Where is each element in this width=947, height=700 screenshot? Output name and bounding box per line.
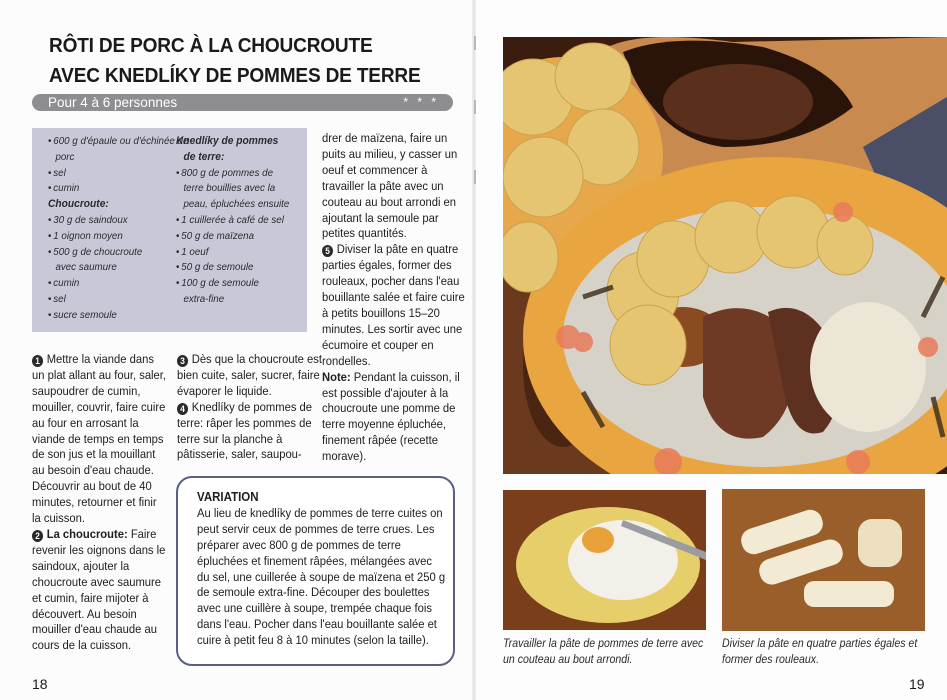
step-text: Faire revenir les oignons dans le saindoux, ajouter la choucroute avec saumure et cumin, faire mijoter à découvert. Au besoin mouiller d'eau chaude au cours de la cuisson.	[32, 526, 166, 653]
title-line-2: AVEC KNEDLÍKY DE POMMES DE TERRE	[49, 64, 421, 87]
ingredient-item: • 50 g de semoule	[176, 260, 316, 276]
ingredient-item: • 800 g de pommes de terre bouillies avec la peau, épluchées ensuite	[176, 166, 295, 213]
ingredient-item: • sel	[48, 292, 201, 308]
servings-bar	[32, 94, 453, 111]
servings-label: Pour 4 à 6 personnes	[48, 95, 178, 110]
step-4-continued: drer de maïzena, faire un puits au milieu, y casser un oeuf et commencer à travailler la pâte avec un couteau au bout arrondi en ajoutant la semoule par petites quantités.	[322, 131, 458, 241]
step-text: Mettre la viande dans un plat allant au four, saler, saupoudrer de cumin, mouiller, couvrir, faire cuire au four en arrosant la viande de temps en temps de son jus et la mouillant au besoin d'eau chaude. Découvrir au bout de 40 minutes, retourner et finir la cuisson.	[32, 352, 167, 526]
step-3	[177, 352, 324, 400]
ingredient-item: • sel	[48, 166, 201, 182]
step-number-icon: 2	[32, 530, 43, 542]
variation-title: VARIATION	[197, 490, 259, 504]
note-label: Note:	[322, 369, 351, 384]
variation-box	[176, 476, 455, 666]
ingredient-item: • 600 g d'épaule ou d'échinée de porc	[48, 134, 201, 166]
step-number-icon: 1	[32, 355, 43, 367]
title-line-1: RÔTI DE PORC À LA CHOUCROUTE	[49, 34, 373, 57]
note-text: Pendant la cuisson, il est possible d'ajouter à la choucroute une pomme de terre moyenne épluchée, finement râpée (recette morave).	[322, 369, 460, 464]
ingredient-heading-cont: de terre:	[183, 150, 225, 163]
ingredients-column-2	[176, 134, 316, 308]
dough-rolls-photo	[722, 489, 925, 631]
photo-caption-1: Travailler la pâte de pommes de terre avec un couteau au bout arrondi.	[503, 638, 704, 666]
step-number-icon: 5	[322, 245, 333, 257]
step-number-icon: 3	[177, 355, 188, 367]
ingredients-box	[32, 128, 307, 332]
ingredient-heading: Knedlíky de pommes	[176, 135, 279, 147]
dough-preparation-photo	[503, 490, 706, 630]
page-number-left: 18	[32, 676, 48, 692]
ingredient-item: • 30 g de saindoux	[48, 213, 201, 229]
step-label: La choucroute:	[46, 526, 128, 541]
ingredient-item: • sucre semoule	[48, 308, 201, 324]
step-5	[322, 242, 471, 369]
step-text: Dès que la choucroute est bien cuite, saler, sucrer, faire évaporer le liquide.	[177, 352, 323, 398]
difficulty-stars-icon: * * *	[403, 95, 439, 109]
ingredient-item: • 50 g de maïzena	[176, 229, 316, 245]
page-number-right: 19	[909, 676, 925, 692]
plated-roast-image	[503, 37, 947, 474]
instructions-column-2	[177, 352, 324, 463]
note	[322, 370, 471, 465]
ingredient-item: • 500 g de choucroute avec saumure	[48, 245, 165, 277]
ingredient-item: • cumin	[48, 276, 201, 292]
step-text: Knedlíky de pommes de terre: râper les pommes de terre sur la planche à pâtisserie, saler, saupou-	[177, 399, 313, 462]
step-1	[32, 352, 168, 527]
photo-caption-2: Diviser la pâte en quatre parties égales et former des rouleaux.	[722, 638, 918, 666]
ingredient-item: • 1 oeuf	[176, 245, 316, 261]
step-2	[32, 527, 168, 654]
variation-text: Au lieu de knedlíky de pommes de terre cuites on peut servir ceux de pommes de terre crues. Les préparer avec 800 g de pommes de terre épluchées et finement râpées, mélangées avec du sel, une cuillerée à soupe de maïzena et 250 g de semoule extra-fine. Découper des boulettes avec une cuillère à soupe, trempée chaque fois dans l'eau. Pocher dans l'eau bouillante salée et cuire à petit feu 8 à 10 minutes (selon la taille).	[197, 505, 446, 648]
ingredient-item: • 1 cuillerée à café de sel	[176, 213, 316, 229]
main-dish-photo	[503, 37, 947, 474]
instructions-column-1	[32, 352, 168, 654]
ingredient-item: • 1 oignon moyen	[48, 229, 201, 245]
step-text: Diviser la pâte en quatre parties égales, former des rouleaux, pocher dans l'eau bouillante salée et faire cuire à petits bouillons 15–20 minutes. Les sortir avec une écumoire et couper en rondelles.	[322, 242, 465, 368]
ingredient-item: • 100 g de semoule extra-fine	[176, 276, 276, 308]
ingredient-item: • cumin	[48, 181, 201, 197]
step-number-icon: 4	[177, 403, 188, 415]
ingredient-heading: Choucroute:	[48, 198, 109, 211]
instructions-column-3	[322, 131, 471, 465]
step-4	[177, 400, 324, 464]
recipe-title	[49, 31, 440, 91]
